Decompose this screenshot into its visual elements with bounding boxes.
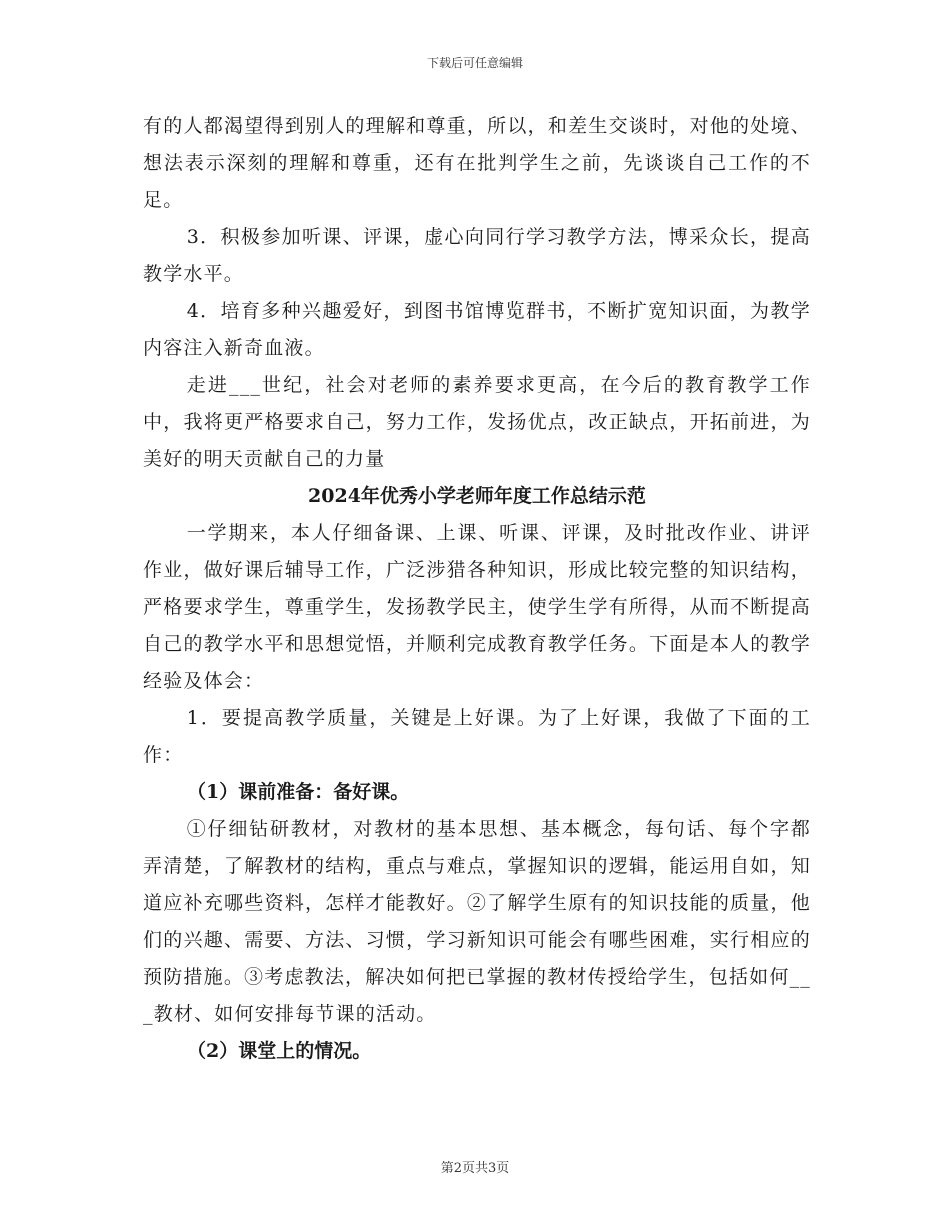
document-title: 2024年优秀小学老师年度工作总结示范 — [308, 485, 646, 507]
paragraph-point-1: 1．要提高教学质量，关键是上好课。为了上好课，我做了下面的工作： — [143, 707, 811, 766]
paragraph-continuation: 有的人都渴望得到别人的理解和尊重，所以，和差生交谈时，对他的处境、想法表示深刻的理解和尊重，还有在批判学生之前，先谈谈自己工作的不足。 — [143, 115, 811, 211]
page-footer-indicator: 第2页共3页 — [440, 1161, 510, 1176]
document-body — [143, 108, 811, 1070]
paragraph-closing: 走进___世纪，社会对老师的素养要求更高，在今后的教育教学工作中，我将更严格要求自己，努力工作，发扬优点，改正缺点，开拓前进，为美好的明天贡献自己的力量 — [143, 374, 811, 470]
paragraph-sub-1-body: ①仔细钻研教材，对教材的基本思想、基本概念，每句话、每个字都弄清楚，了解教材的结构，重点与难点，掌握知识的逻辑，能运用自如，知道应补充哪些资料，怎样才能教好。②了解学生原有的知识技能的质量，他们的兴趣、需要、方法、习惯，学习新知识可能会有哪些困难，实行相应的预防措施。③考虑教法，解决如何把已掌握的教材传授给学生，包括如何___教材、如何安排每节课的活动。 — [143, 818, 811, 1025]
paragraph-item-3: 3．积极参加听课、评课，虚心向同行学习教学方法，博采众长，提高教学水平。 — [143, 226, 811, 285]
paragraph-item-4: 4．培育多种兴趣爱好，到图书馆博览群书，不断扩宽知识面，为教学内容注入新奇血液。 — [143, 300, 811, 359]
page-header-note: 下载后可任意编辑 — [426, 56, 523, 70]
subheading-1: （1）课前准备：备好课。 — [187, 781, 410, 803]
paragraph-intro: 一学期来，本人仔细备课、上课、听课、评课，及时批改作业、讲评作业，做好课后辅导工作，广泛涉猎各种知识，形成比较完整的知识结构，严格要求学生，尊重学生，发扬教学民主，使学生学有所得，从而不断提高自己的教学水平和思想觉悟，并顺利完成教育教学任务。下面是本人的教学经验及体会： — [143, 522, 811, 692]
subheading-2: （2）课堂上的情况。 — [187, 1040, 372, 1062]
